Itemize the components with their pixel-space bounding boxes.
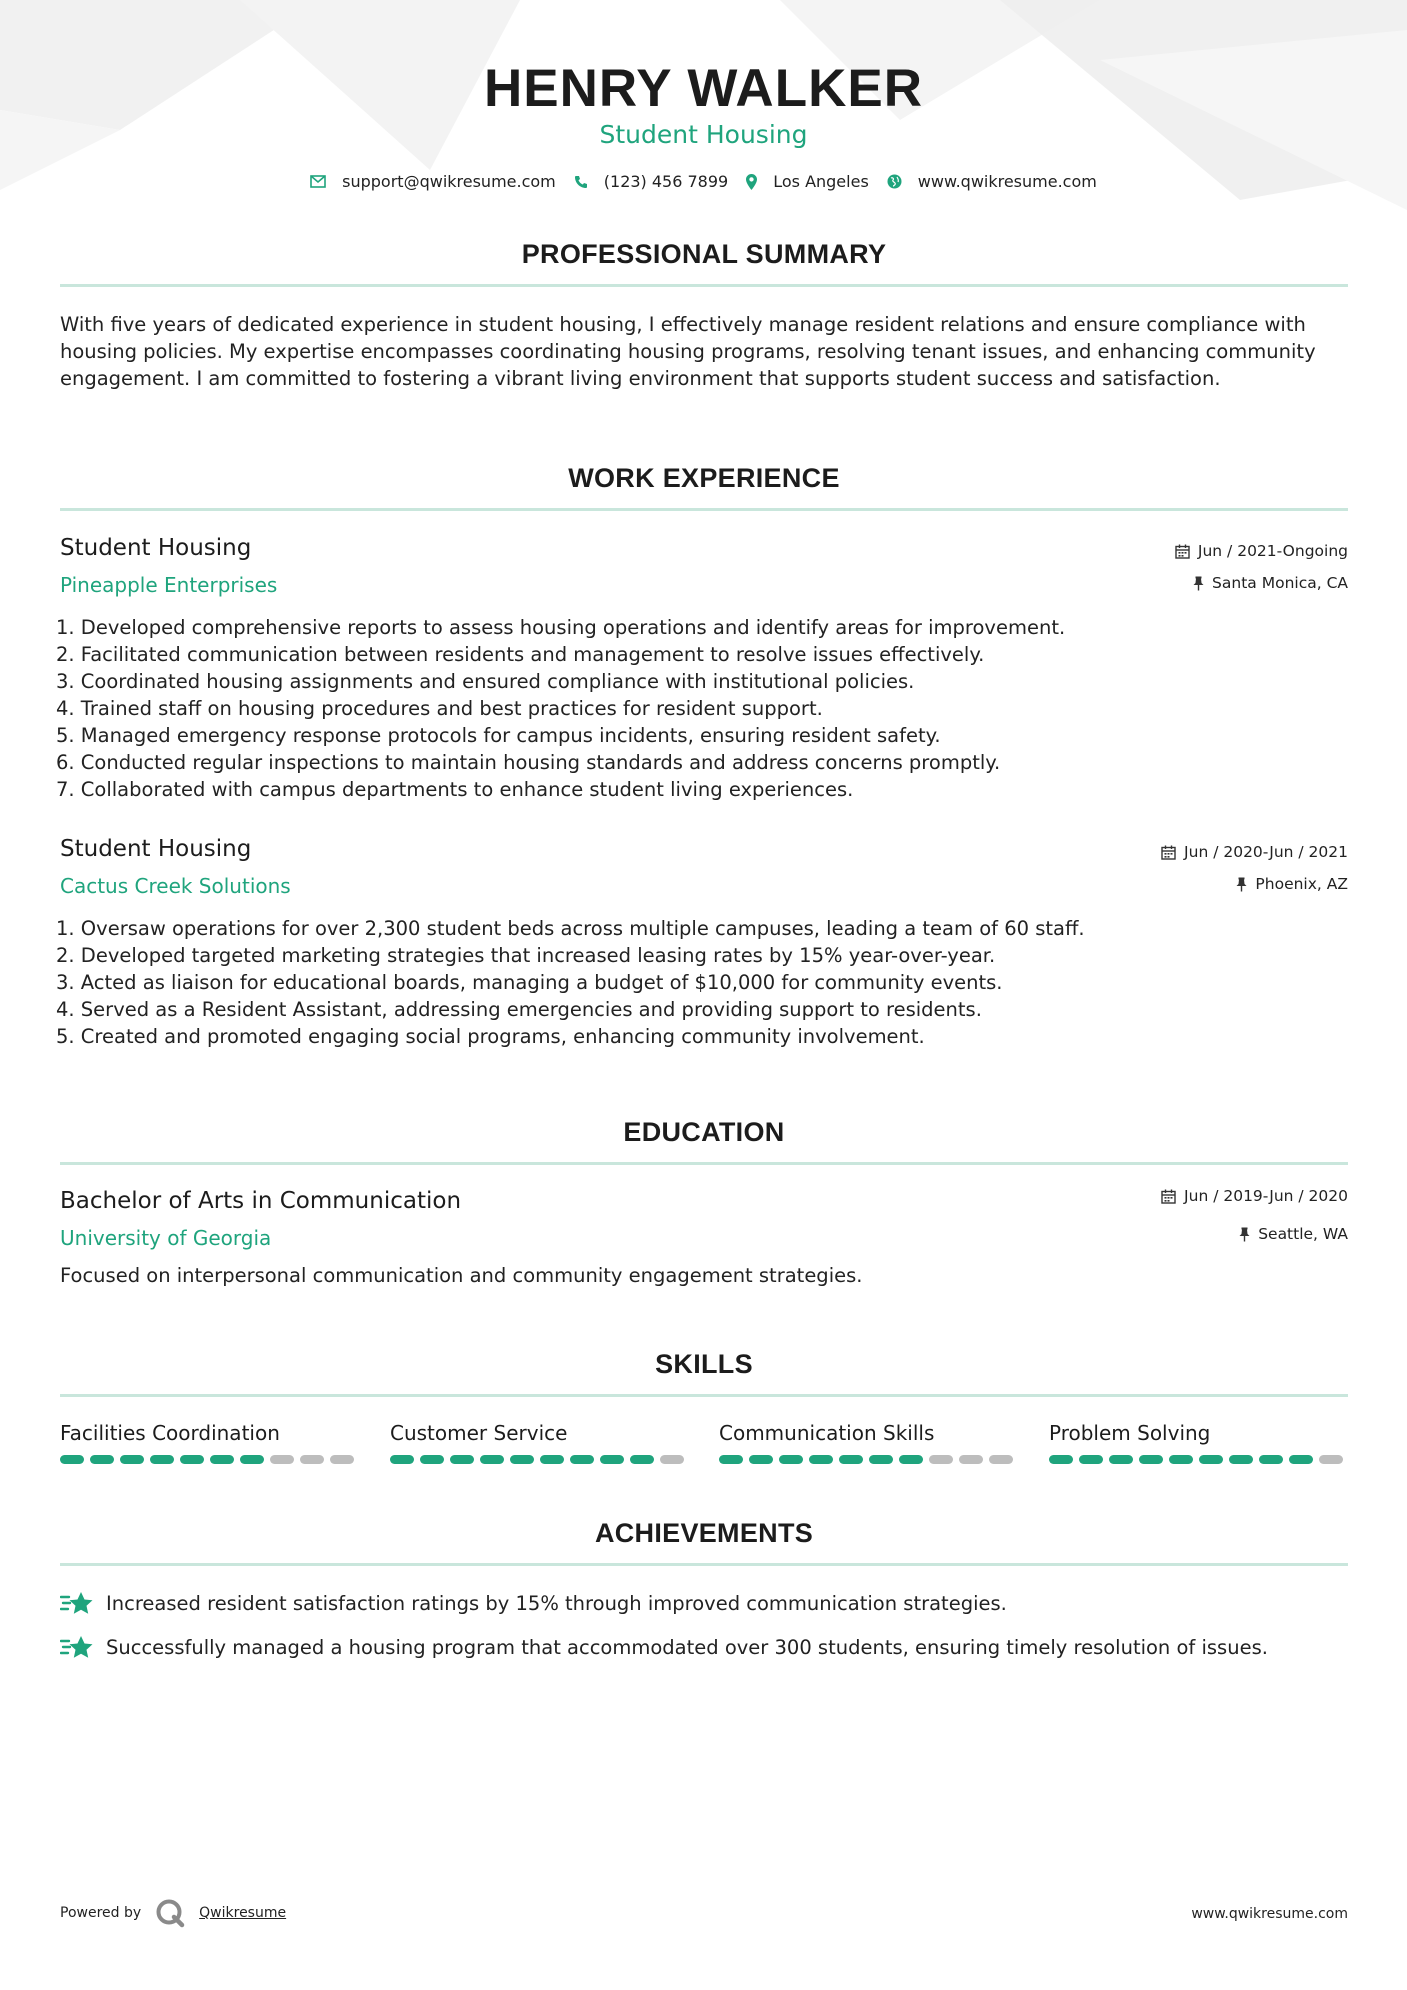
contact-bar: [0, 172, 1407, 191]
section-divider: [60, 1162, 1348, 1165]
skill-level-bar: [390, 1455, 684, 1464]
skill-segment-filled: [779, 1455, 803, 1464]
job-dates: [1161, 843, 1348, 861]
powered-by-label: Powered by: [60, 1905, 142, 1921]
skill-item: [60, 1421, 360, 1445]
globe-icon: [887, 174, 902, 189]
star-icon: [60, 1634, 94, 1660]
section-heading-education: EDUCATION: [623, 1117, 785, 1147]
contact-phone-text: (123) 456 7899: [603, 172, 729, 191]
contact-website[interactable]: [887, 172, 1097, 191]
job-location: [1193, 574, 1348, 592]
skill-segment-empty: [270, 1455, 294, 1464]
education-dates-text: Jun / 2019-Jun / 2020: [1184, 1187, 1348, 1205]
skill-segment-filled: [60, 1455, 84, 1464]
achievement-text: Increased resident satisfaction ratings by 15% through improved communication strategies.: [106, 1591, 1007, 1615]
skill-segment-filled: [839, 1455, 863, 1464]
skill-segment-filled: [150, 1455, 174, 1464]
qwikresume-logo-icon: [155, 1898, 185, 1928]
contact-website-text: www.qwikresume.com: [917, 172, 1097, 191]
calendar-icon: [1161, 1189, 1176, 1204]
skill-segment-filled: [899, 1455, 923, 1464]
pushpin-icon: [1239, 1227, 1250, 1242]
job-duties-list: [56, 614, 1306, 803]
skill-item: [719, 1421, 1019, 1445]
skill-segment-filled: [420, 1455, 444, 1464]
pushpin-icon: [1236, 877, 1247, 892]
list-item: 5. Created and promoted engaging social programs, enhancing community involvement.: [56, 1025, 925, 1048]
skill-segment-filled: [1259, 1455, 1283, 1464]
section-heading-skills: SKILLS: [655, 1349, 753, 1379]
skill-segment-filled: [450, 1455, 474, 1464]
job-location-text: Phoenix, AZ: [1255, 875, 1348, 893]
skill-segment-filled: [1199, 1455, 1223, 1464]
candidate-title: Student Housing: [599, 120, 808, 149]
job-title: Student Housing: [60, 836, 252, 862]
list-item: 2. Facilitated communication between residents and management to resolve issues effectively.: [56, 643, 985, 666]
envelope-icon: [310, 175, 326, 188]
job-company: Pineapple Enterprises: [60, 573, 278, 597]
skill-segment-empty: [959, 1455, 983, 1464]
skill-segment-filled: [540, 1455, 564, 1464]
skill-segment-filled: [1229, 1455, 1253, 1464]
skill-segment-filled: [630, 1455, 654, 1464]
skill-name: Facilities Coordination: [60, 1421, 280, 1445]
list-item: 2. Developed targeted marketing strategies that increased leasing rates by 15% year-over-year.: [56, 944, 996, 967]
skill-segment-filled: [510, 1455, 534, 1464]
education-school: University of Georgia: [60, 1226, 272, 1250]
skill-level-bar: [1049, 1455, 1343, 1464]
skill-segment-filled: [1139, 1455, 1163, 1464]
achievement-item: [60, 1634, 1268, 1660]
section-divider: [60, 1563, 1348, 1566]
section-heading-achievements: ACHIEVEMENTS: [594, 1518, 814, 1548]
job-location-text: Santa Monica, CA: [1212, 574, 1348, 592]
contact-email-text: support@qwikresume.com: [342, 172, 556, 191]
skill-segment-filled: [1109, 1455, 1133, 1464]
skill-name: Problem Solving: [1049, 1421, 1211, 1445]
skill-level-bar: [719, 1455, 1013, 1464]
skill-segment-filled: [570, 1455, 594, 1464]
calendar-icon: [1161, 845, 1176, 860]
skill-segment-filled: [749, 1455, 773, 1464]
job-location: [1236, 875, 1348, 893]
summary-text: With five years of dedicated experience in student housing, I effectively manage resident relations and ensure compliance with housing policies. My expertise encompasses coordinating housing programs, resolving tenant issues, and enhancing community engagement. I am committed to fostering a vibrant living environment that supports student success and satisfaction.: [60, 313, 1316, 390]
section-divider: [60, 508, 1348, 511]
education-dates: [1161, 1187, 1348, 1205]
skill-name: Communication Skills: [719, 1421, 935, 1445]
achievement-item: [60, 1590, 1007, 1616]
section-heading-summary: PROFESSIONAL SUMMARY: [521, 239, 887, 269]
skill-name: Customer Service: [390, 1421, 568, 1445]
list-item: 5. Managed emergency response protocols for campus incidents, ensuring resident safety.: [56, 724, 941, 747]
list-item: 4. Trained staff on housing procedures and best practices for resident support.: [56, 697, 823, 720]
skill-segment-empty: [330, 1455, 354, 1464]
skill-segment-filled: [390, 1455, 414, 1464]
achievement-text: Successfully managed a housing program that accommodated over 300 students, ensuring timely resolution of issues.: [106, 1635, 1268, 1659]
skill-segment-filled: [240, 1455, 264, 1464]
job-title: Student Housing: [60, 535, 252, 561]
map-marker-icon: [746, 174, 757, 190]
skill-segment-filled: [120, 1455, 144, 1464]
job-duties-list: [56, 915, 1306, 1050]
list-item: 3. Coordinated housing assignments and ensured compliance with institutional policies.: [56, 670, 915, 693]
contact-location: [746, 172, 869, 191]
job-dates-text: Jun / 2021-Ongoing: [1197, 542, 1348, 560]
candidate-name: HENRY WALKER: [484, 59, 923, 118]
section-heading-experience: WORK EXPERIENCE: [568, 463, 840, 493]
section-divider: [60, 1394, 1348, 1397]
section-divider: [60, 284, 1348, 287]
skill-level-bar: [60, 1455, 354, 1464]
skill-item: [390, 1421, 690, 1445]
list-item: 6. Conducted regular inspections to maintain housing standards and address concerns promptly.: [56, 751, 1001, 774]
skill-segment-filled: [869, 1455, 893, 1464]
skill-segment-empty: [300, 1455, 324, 1464]
education-location-text: Seattle, WA: [1258, 1225, 1348, 1243]
star-icon: [60, 1590, 94, 1616]
contact-location-text: Los Angeles: [773, 172, 869, 191]
skill-segment-filled: [1289, 1455, 1313, 1464]
footer-website[interactable]: www.qwikresume.com: [1191, 1906, 1348, 1922]
list-item: 1. Oversaw operations for over 2,300 student beds across multiple campuses, leading a team of 60 staff.: [56, 917, 1085, 940]
pushpin-icon: [1193, 576, 1204, 591]
job-dates-text: Jun / 2020-Jun / 2021: [1184, 843, 1348, 861]
contact-email[interactable]: [310, 172, 556, 191]
skill-item: [1049, 1421, 1349, 1445]
skill-segment-filled: [90, 1455, 114, 1464]
skill-segment-empty: [660, 1455, 684, 1464]
education-degree: Bachelor of Arts in Communication: [60, 1188, 462, 1214]
skill-segment-filled: [1049, 1455, 1073, 1464]
skill-segment-filled: [1079, 1455, 1103, 1464]
education-description: Focused on interpersonal communication and community engagement strategies.: [60, 1264, 863, 1287]
skill-segment-empty: [1319, 1455, 1343, 1464]
skill-segment-filled: [600, 1455, 624, 1464]
list-item: 7. Collaborated with campus departments to enhance student living experiences.: [56, 778, 854, 801]
skill-segment-filled: [210, 1455, 234, 1464]
contact-phone[interactable]: [574, 172, 728, 191]
list-item: 1. Developed comprehensive reports to assess housing operations and identify areas for improvement.: [56, 616, 1066, 639]
skill-segment-filled: [809, 1455, 833, 1464]
skill-segment-filled: [719, 1455, 743, 1464]
phone-icon: [574, 175, 588, 189]
footer-powered-by: [60, 1898, 286, 1928]
skill-segment-filled: [1169, 1455, 1193, 1464]
skill-segment-empty: [929, 1455, 953, 1464]
list-item: 3. Acted as liaison for educational boards, managing a budget of $10,000 for community events.: [56, 971, 1003, 994]
skill-segment-empty: [989, 1455, 1013, 1464]
calendar-icon: [1175, 544, 1190, 559]
job-dates: [1175, 542, 1348, 560]
skill-segment-filled: [480, 1455, 504, 1464]
skill-segment-filled: [180, 1455, 204, 1464]
job-company: Cactus Creek Solutions: [60, 874, 291, 898]
education-location: [1239, 1225, 1348, 1243]
list-item: 4. Served as a Resident Assistant, addressing emergencies and providing support to residents.: [56, 998, 982, 1021]
qwikresume-link[interactable]: Qwikresume: [199, 1905, 287, 1921]
